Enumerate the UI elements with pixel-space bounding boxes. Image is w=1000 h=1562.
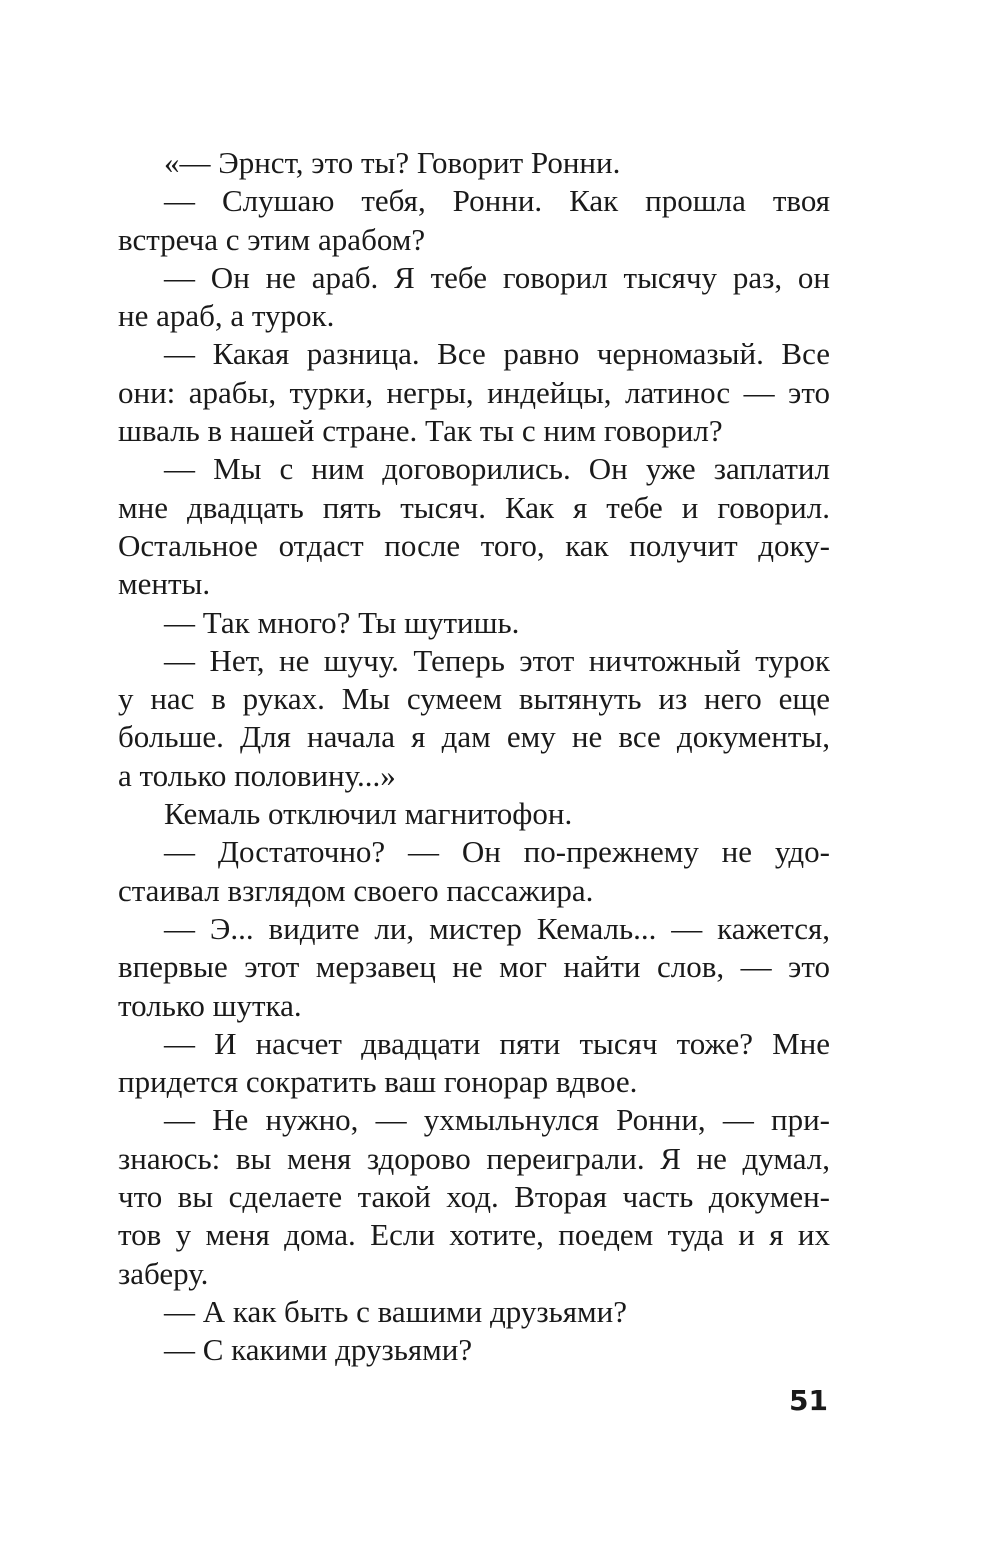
text-line: — Слушаю тебя, Ронни. Как прошла твоя xyxy=(164,183,830,219)
page-number: 51 xyxy=(789,1384,828,1417)
text-line: — Э... видите ли, мистер Кемаль... — кажется, xyxy=(164,910,830,946)
text-line: Остальное отдаст после того, как получит доку- xyxy=(118,527,830,563)
text-line: только шутка. xyxy=(118,987,302,1023)
text-line: — Какая разница. Все равно черномазый. Все xyxy=(164,336,830,372)
text-line: что вы сделаете такой ход. Вторая часть докумен- xyxy=(118,1179,830,1215)
text-line: — Так много? Ты шутишь. xyxy=(164,604,520,640)
text-line: знаюсь: вы меня здорово переиграли. Я не думал, xyxy=(118,1140,830,1176)
text-line: больше. Для начала я дам ему не все документы, xyxy=(118,719,830,755)
text-line: Кемаль отключил магнитофон. xyxy=(164,796,573,832)
text-line: — А как быть с вашими друзьями? xyxy=(164,1293,627,1329)
text-line: — С какими друзьями? xyxy=(164,1332,473,1368)
text-line: не араб, а турок. xyxy=(118,298,335,334)
text-line: у нас в руках. Мы сумеем вытянуть из него еще xyxy=(118,681,830,717)
text-line: впервые этот мерзавец не мог найти слов, — это xyxy=(118,949,830,985)
text-line: — Нет, не шучу. Теперь этот ничтожный турок xyxy=(164,642,830,678)
text-line: — И насчет двадцати пяти тысяч тоже? Мне xyxy=(164,1025,830,1061)
text-line: — Не нужно, — ухмыльнулся Ронни, — при- xyxy=(164,1102,830,1138)
text-line: заберу. xyxy=(118,1255,209,1291)
text-line: «— Эрнст, это ты? Говорит Ронни. xyxy=(164,145,621,180)
text-line: менты. xyxy=(118,566,211,602)
text-line: — Мы с ним договорились. Он уже заплатил xyxy=(164,451,830,487)
text-line: а только половину...» xyxy=(118,757,396,793)
text-line: — Он не араб. Я тебе говорил тысячу раз, он xyxy=(164,259,830,295)
page-text xyxy=(118,144,830,1370)
text-line: мне двадцать пять тысяч. Как я тебе и говорил. xyxy=(118,489,830,525)
text-line: — Достаточно? — Он по-прежнему не удо- xyxy=(164,834,830,870)
text-line: шваль в нашей стране. Так ты с ним говорил? xyxy=(118,413,723,449)
text-line: они: арабы, турки, негры, индейцы, латинос — это xyxy=(118,374,830,410)
text-line: тов у меня дома. Если хотите, поедем туда и я их xyxy=(118,1217,830,1253)
text-line: встреча с этим арабом? xyxy=(118,221,426,257)
text-line: стаивал взглядом своего пассажира. xyxy=(118,872,594,908)
text-line: придется сократить ваш гонорар вдвое. xyxy=(118,1064,638,1100)
